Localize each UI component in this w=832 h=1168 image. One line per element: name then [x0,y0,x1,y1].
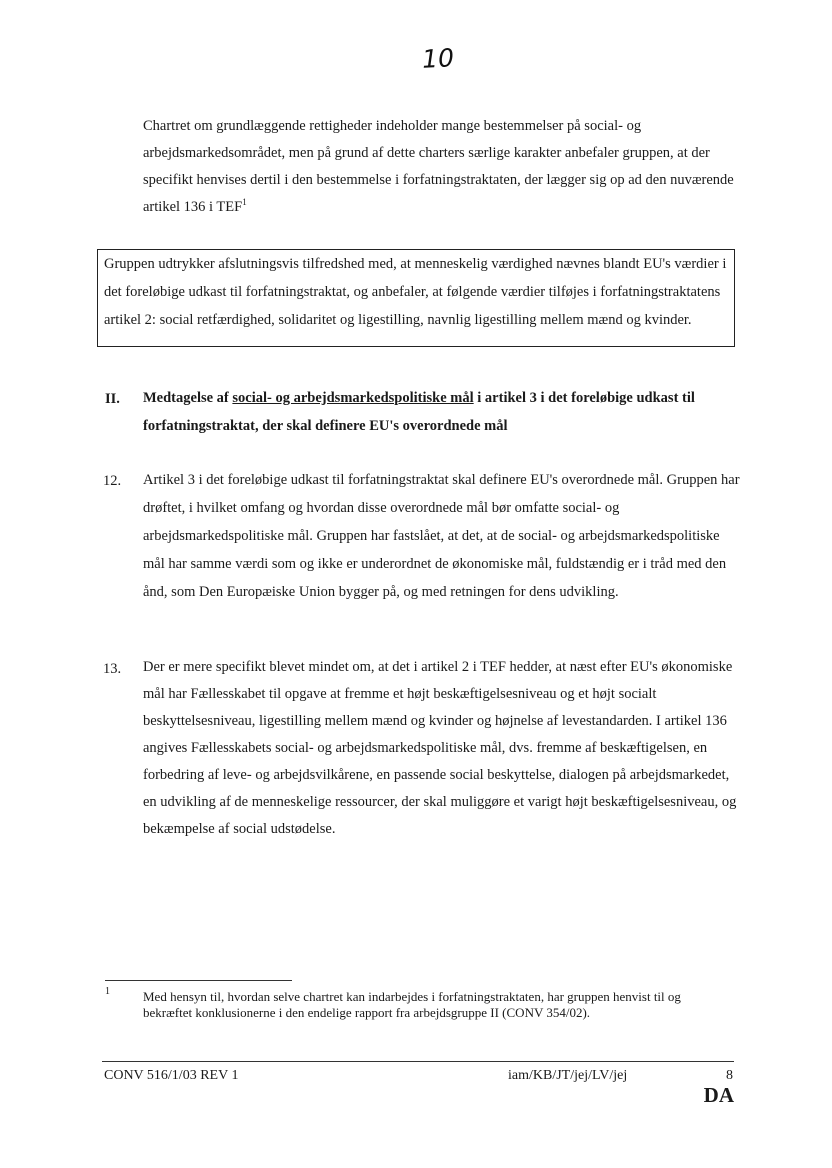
paragraph-number: 13. [103,661,122,677]
intro-paragraph [143,113,743,221]
boxed-recommendation [97,249,735,347]
footer-initials: iam/KB/JT/jej/LV/jej [508,1068,628,1083]
section-heading [143,384,743,440]
paragraph-13-text: Der er mere specifikt blevet mindet om, at det i artikel 2 i TEF hedder, at næst efter EU's økonomiske mål har Fællesskabet til opgave at fremme et højt beskæftigelsesniveau og et højt socialt beskyttelsesniveau, ligestilling mellem mænd og kvinder og højnelse af levestandarden. I artikel 136 angives Fællesskabets social- og arbejdsmarkedspolitiske mål, dvs. fremme af beskæftigelsen, en forbedring af leve- og arbejdsvilkårene, en passende social beskyttelse, dialogen på arbejdsmarkedet, en udvikling af de menneskelige ressourcer, der skal muliggøre et varigt højt beskæftigelsesniveau, og bekæmpelse af social udstødelse. [143,659,737,837]
footer-page-number: 8 [726,1068,733,1083]
section-heading-suffix: i artikel 3 i det foreløbige udkast til forfatningstraktat, der skal definere EU's overordnede mål [143,390,695,434]
boxed-recommendation-text: Gruppen udtrykker afslutningsvis tilfredshed med, at menneskelig værdighed nævnes blandt EU's værdier i det foreløbige udkast til forfatningstraktat, og anbefaler, at følgende værdier tilføjes i forfatningstraktatens artikel 2: social retfærdighed, solidaritet og ligestilling, navnlig ligestilling mellem mænd og kvinder. [104,256,727,328]
footnote-divider [105,980,292,981]
handwritten-page-number: 10 [421,43,455,74]
section-number: II. [105,391,120,407]
paragraph-number: 12. [103,473,122,489]
footer-document-reference: CONV 516/1/03 REV 1 [104,1068,239,1083]
footnote-reference: 1 [242,197,247,207]
footnote-marker: 1 [105,986,110,997]
paragraph-12-text: Artikel 3 i det foreløbige udkast til forfatningstraktat skal definere EU's overordnede mål. Gruppen har drøftet, i hvilket omfang og hvordan disse overordnede mål bør omfatte social- og arbejdsmarkedspolitiske mål. Gruppen har fastslået, at det, at de social- og arbejdsmarkedspolitiske mål har samme værdi som og ikke er underordnet de økonomiske mål, fuldstændig er i tråd med den ånd, som Den Europæiske Union bygger på, og med retningen for dens udvikling. [143,472,740,600]
footer-divider [102,1061,734,1062]
section-heading-underlined: social- og arbejdsmarkedspolitiske mål [232,390,474,406]
section-heading-prefix: Medtagelse af [143,390,233,406]
footer-language-code: DA [703,1083,734,1107]
intro-paragraph-text: Chartret om grundlæggende rettigheder indeholder mange bestemmelser på social- og arbejdsmarkedsområdet, men på grund af dette charters særlige karakter anbefaler gruppen, at der specifikt henvises dertil i den bestemmelse i forfatningstraktaten, der lægger sig op ad den nuværende artikel 136 i TEF [143,118,734,215]
footnote-text: Med hensyn til, hvordan selve chartret kan indarbejdes i forfatningstraktaten, har gruppen henvist til og bekræftet konklusionerne i den endelige rapport fra arbejdsgruppe II (CONV 354/02). [143,989,681,1020]
